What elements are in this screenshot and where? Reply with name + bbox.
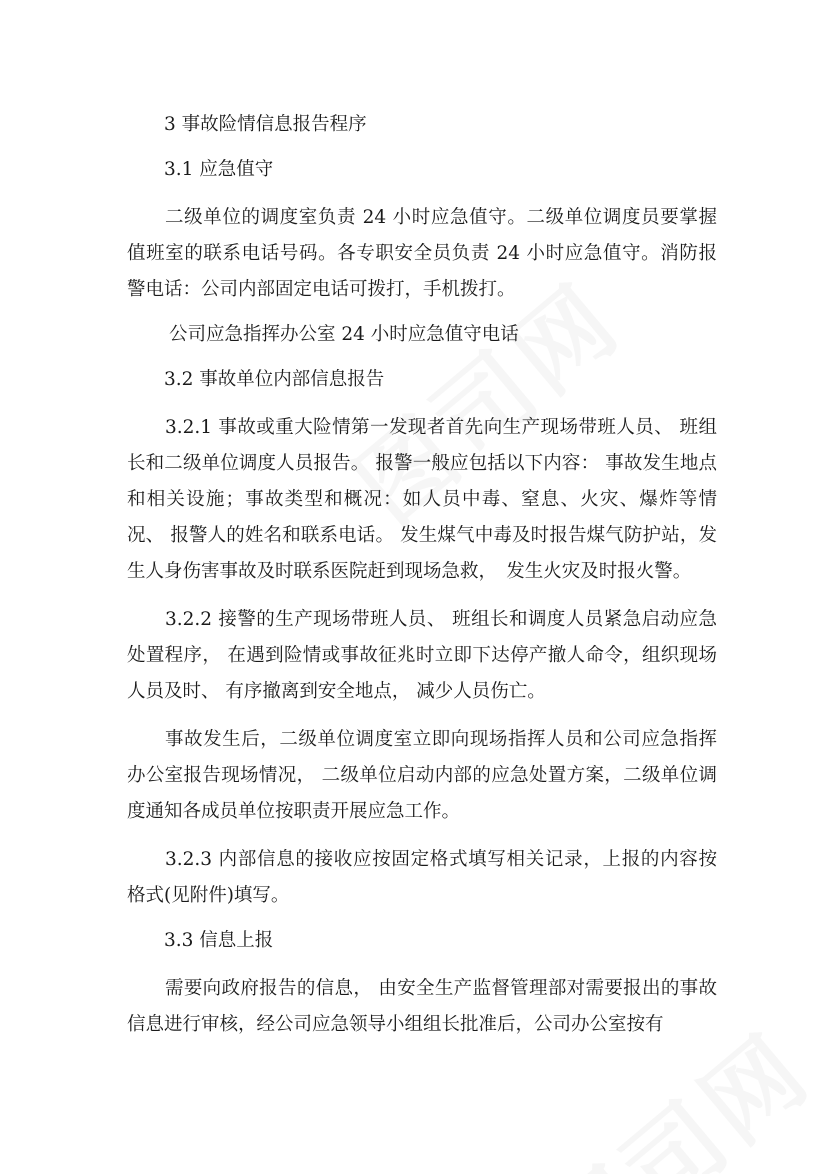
- section-heading: 3 事故险情信息报告程序: [164, 114, 367, 135]
- paragraph: 3.2.1 事故或重大险情第一发现者首先向生产现场带班人员、 班组长和二级单位调度人员报告。 报警一般应包括以下内容： 事故发生地点和相关设施；事故类型和概况：如人员中毒、窒息、火灾、爆炸等情况、 报警人的姓名和联系电话。 发生煤气中毒及时报告煤气防护站，发生人身伤害事故及时联系医院赶到现场急救， 发生火灾及时报火警。: [127, 417, 717, 582]
- paragraph: 3.2.2 接警的生产现场带班人员、 班组长和调度人员紧急启动应急处置程序， 在遇到险情或事故征兆时立即下达停产撤人命令，组织现场人员及时、 有序撤离到安全地点， 减少人员伤亡。: [127, 609, 717, 702]
- subsection-heading: 3.2 事故单位内部信息报告: [164, 369, 385, 390]
- paragraph: 事故发生后，二级单位调度室立即向现场指挥人员和公司应急指挥办公室报告现场情况， 二级单位启动内部的应急处置方案，二级单位调度通知各成员单位按职责开展应急工作。: [127, 729, 717, 822]
- paragraph: 需要向政府报告的信息， 由安全生产监督管理部对需要报出的事故信息进行审核，经公司应急领导小组组长批准后，公司办公室按有: [127, 978, 717, 1035]
- document-body: [127, 107, 717, 1043]
- paragraph: 公司应急指挥办公室 24 小时应急值守电话: [169, 324, 519, 345]
- paragraph: 二级单位的调度室负责 24 小时应急值守。二级单位调度员要掌握值班室的联系电话号码。各专职安全员负责 24 小时应急值守。消防报警电话：公司内部固定电话可拨打，手机拨打。: [127, 207, 717, 300]
- subsection-heading: 3.1 应急值守: [164, 159, 274, 180]
- paragraph: 3.2.3 内部信息的接收应按固定格式填写相关记录，上报的内容按格式(见附件)填写。: [127, 849, 717, 906]
- subsection-heading: 3.3 信息上报: [164, 930, 274, 951]
